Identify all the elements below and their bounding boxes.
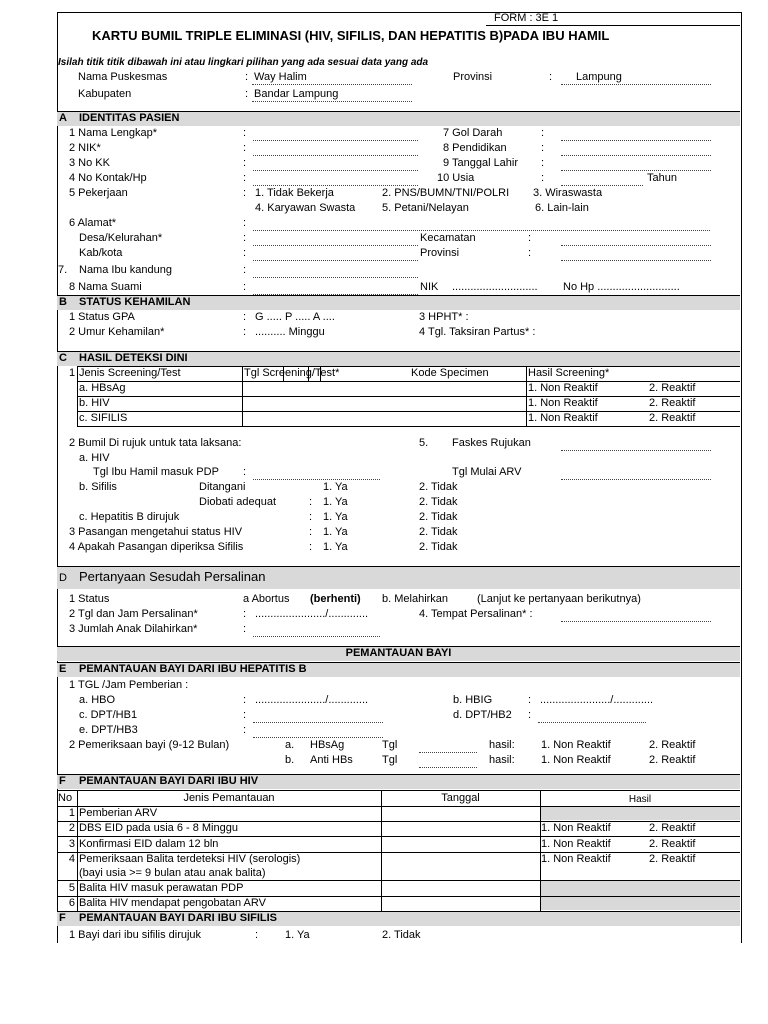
section-b-title: STATUS KEHAMILAN — [79, 296, 191, 308]
ibu-kandung-field[interactable] — [253, 277, 418, 278]
kontak-field[interactable] — [253, 185, 418, 186]
nik-field[interactable] — [253, 155, 418, 156]
tempat-field[interactable] — [561, 621, 711, 622]
usia-field[interactable] — [561, 185, 643, 186]
instruction: Isilah titik titik dibawah ini atau lingkari pilihan yang ada sesuai data yang ada — [58, 57, 429, 68]
nama-field[interactable] — [253, 140, 418, 141]
kabkota-field[interactable] — [253, 260, 418, 261]
dpt3-field[interactable] — [253, 737, 383, 738]
jumlah-anak-field[interactable] — [253, 636, 380, 637]
provinsi-field[interactable] — [561, 260, 711, 261]
form-title: KARTU BUMIL TRIPLE ELIMINASI (HIV, SIFILIS, DAN HEPATITIS B)PADA IBU HAMIL — [92, 28, 610, 43]
pemantauan-bayi-title: PEMANTAUAN BAYI — [345, 647, 452, 659]
pdp-field[interactable] — [253, 479, 380, 480]
kabupaten-value[interactable]: Bandar Lampung — [254, 88, 339, 100]
arv-field[interactable] — [561, 479, 711, 480]
antihbs-date-field[interactable] — [419, 767, 477, 768]
provinsi-label: Provinsi — [453, 71, 493, 83]
provinsi-value[interactable]: Lampung — [576, 71, 622, 83]
form-code: FORM : 3E 1 — [494, 12, 559, 24]
tgl-lahir-field[interactable] — [561, 170, 711, 171]
hbsag-date-field[interactable] — [419, 752, 477, 753]
dpt2-field[interactable] — [538, 722, 646, 723]
section-f-title: PEMANTAUAN BAYI DARI IBU HIV — [79, 775, 259, 787]
alamat-field[interactable] — [253, 230, 710, 231]
puskesmas-label: Nama Puskesmas — [78, 71, 168, 83]
section-c-title: HASIL DETEKSI DINI — [79, 352, 188, 364]
dpt1-field[interactable] — [253, 722, 383, 723]
section-f2-title: PEMANTAUAN BAYI DARI IBU SIFILIS — [79, 912, 278, 924]
puskesmas-value[interactable]: Way Halim — [254, 71, 307, 83]
section-e-title: PEMANTAUAN BAYI DARI IBU HEPATITIS B — [79, 663, 307, 675]
golda-field[interactable] — [561, 140, 711, 141]
section-a-title: IDENTITAS PASIEN — [79, 112, 180, 124]
faskes-field[interactable] — [561, 450, 711, 451]
nokk-field[interactable] — [253, 170, 418, 171]
section-d-title: Pertanyaan Sesudah Persalinan — [79, 569, 266, 584]
desa-field[interactable] — [253, 245, 418, 246]
kecamatan-field[interactable] — [561, 245, 711, 246]
pendidikan-field[interactable] — [561, 155, 711, 156]
kabupaten-label: Kabupaten — [78, 88, 132, 100]
